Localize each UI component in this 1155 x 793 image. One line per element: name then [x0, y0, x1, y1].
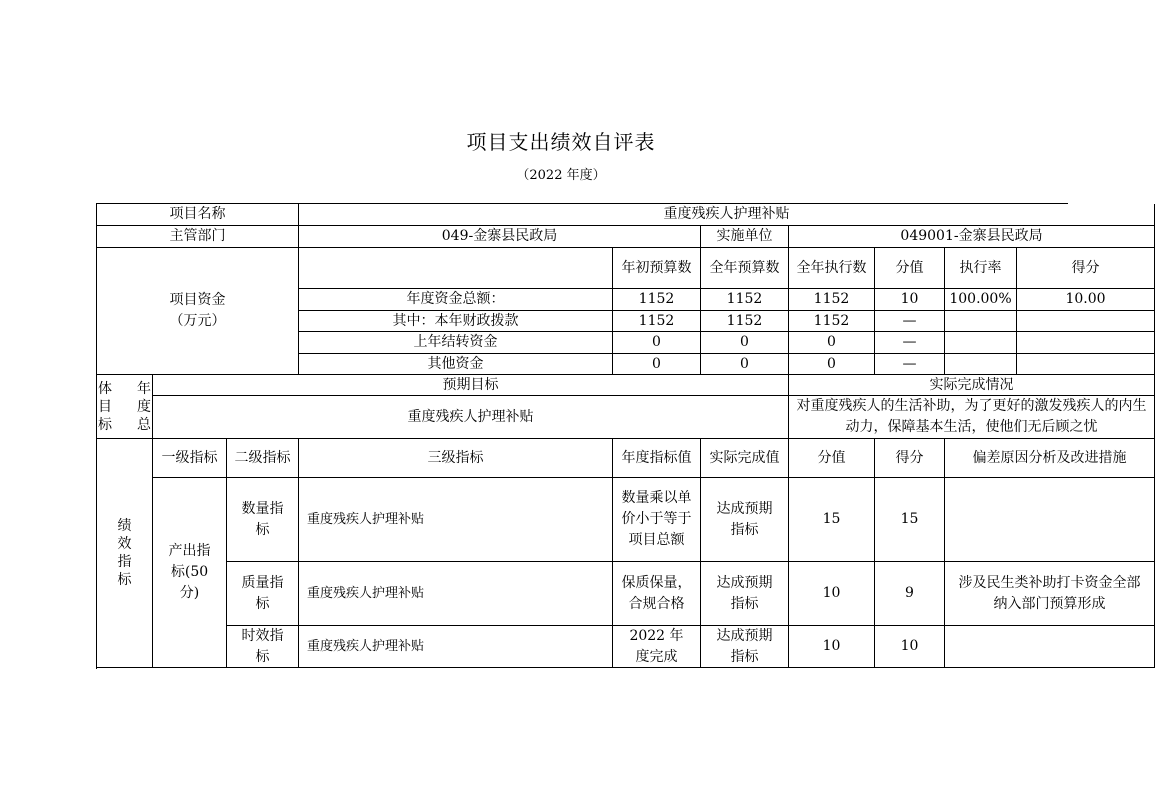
funds-row-executed: 0 — [789, 354, 875, 375]
ind-level1: 产出指标(50分) — [153, 478, 227, 668]
ind-row-level3: 重度残疾人护理补贴 — [299, 478, 613, 562]
ind-row-score-value: 10 — [789, 562, 875, 626]
page-title: 项目支出绩效自评表 — [466, 130, 656, 154]
funds-row-initial: 1152 — [613, 289, 701, 311]
ind-row-level3: 重度残疾人护理补贴 — [299, 626, 613, 668]
project-name-label: 项目名称 — [97, 204, 299, 226]
ind-header-level2: 二级指标 — [227, 439, 299, 478]
goals-side-col1: 体目标 — [98, 380, 112, 433]
funds-row-rate — [945, 354, 1017, 375]
funds-header-annual: 全年预算数 — [701, 248, 789, 289]
funds-row-annual: 0 — [701, 354, 789, 375]
impl-value: 049001-金寨县民政局 — [789, 226, 1155, 248]
ind-header-level1: 一级指标 — [153, 439, 227, 478]
funds-label-line2: （万元） — [169, 313, 226, 329]
actual-completion-value: 对重度残疾人的生活补助，为了更好的激发残疾人的内生动力，保障基本生活，使他们无后顾之忧 — [789, 396, 1155, 439]
funds-row-initial: 0 — [613, 354, 701, 375]
ind-row-score-value: 10 — [789, 626, 875, 668]
funds-row-rate: 100.00% — [945, 289, 1017, 311]
funds-row-executed: 1152 — [789, 311, 875, 332]
ind-header-level3: 三级指标 — [299, 439, 613, 478]
funds-row-score — [1017, 354, 1155, 375]
ind-row-level2: 时效指标 — [227, 626, 299, 668]
funds-row-score — [1017, 311, 1155, 332]
funds-row-executed: 1152 — [789, 289, 875, 311]
funds-row-rate — [945, 332, 1017, 354]
ind-row-level3: 重度残疾人护理补贴 — [299, 562, 613, 626]
goals-side-label — [97, 375, 153, 439]
funds-row-label: 其中：本年财政拨款 — [299, 311, 613, 332]
ind-header-actual: 实际完成值 — [701, 439, 789, 478]
ind-header-reason: 偏差原因分析及改进措施 — [945, 439, 1155, 478]
funds-row-score: 10.00 — [1017, 289, 1155, 311]
ind-row-score: 10 — [875, 626, 945, 668]
ind-header-score-value: 分值 — [789, 439, 875, 478]
funds-label — [97, 248, 299, 375]
ind-row-target: 保质保量，合规合格 — [613, 562, 701, 626]
ind-row-actual: 达成预期指标 — [701, 626, 789, 668]
funds-row-score-value: 10 — [875, 289, 945, 311]
actual-completion-label: 实际完成情况 — [789, 375, 1155, 396]
ind-row-reason: 涉及民生类补助打卡资金全部纳入部门预算形成 — [945, 562, 1155, 626]
funds-row-initial: 0 — [613, 332, 701, 354]
ind-row-target: 2022 年度完成 — [613, 626, 701, 668]
dept-label: 主管部门 — [97, 226, 299, 248]
funds-row-label: 其他资金 — [299, 354, 613, 375]
funds-row-initial: 1152 — [613, 311, 701, 332]
funds-row-annual: 0 — [701, 332, 789, 354]
ind-row-actual: 达成预期指标 — [701, 478, 789, 562]
funds-label-line1: 项目资金 — [169, 292, 226, 308]
ind-row-reason — [945, 626, 1155, 668]
funds-header-score-value: 分值 — [875, 248, 945, 289]
page-subtitle: （2022 年度） — [516, 168, 606, 183]
evaluation-table — [96, 203, 1147, 669]
funds-row-annual: 1152 — [701, 311, 789, 332]
funds-row-label: 上年结转资金 — [299, 332, 613, 354]
ind-header-score: 得分 — [875, 439, 945, 478]
expected-goal-value: 重度残疾人护理补贴 — [153, 396, 789, 439]
funds-header-executed: 全年执行数 — [789, 248, 875, 289]
ind-row-level2: 质量指标 — [227, 562, 299, 626]
funds-row-score-value: — — [875, 311, 945, 332]
funds-row-rate — [945, 311, 1017, 332]
project-name-value: 重度残疾人护理补贴 — [299, 204, 1155, 226]
impl-label: 实施单位 — [701, 226, 789, 248]
ind-row-actual: 达成预期指标 — [701, 562, 789, 626]
ind-header-target: 年度指标值 — [613, 439, 701, 478]
funds-row-score-value: — — [875, 354, 945, 375]
ind-row-score: 15 — [875, 478, 945, 562]
ind-row-score-value: 15 — [789, 478, 875, 562]
funds-row-score-value: — — [875, 332, 945, 354]
funds-header-score: 得分 — [1017, 248, 1155, 289]
funds-row-score — [1017, 332, 1155, 354]
funds-row-executed: 0 — [789, 332, 875, 354]
ind-row-score: 9 — [875, 562, 945, 626]
funds-header-rate: 执行率 — [945, 248, 1017, 289]
ind-row-reason — [945, 478, 1155, 562]
ind-row-target: 数量乘以单价小于等于项目总额 — [613, 478, 701, 562]
goals-side-col2: 年度总 — [137, 380, 151, 433]
funds-row-annual: 1152 — [701, 289, 789, 311]
ind-row-level2: 数量指标 — [227, 478, 299, 562]
funds-row-label: 年度资金总额： — [299, 289, 613, 311]
funds-header-blank — [299, 248, 613, 289]
indicators-side-label: 绩效指标 — [97, 439, 153, 668]
dept-value: 049-金寨县民政局 — [299, 226, 701, 248]
funds-header-initial: 年初预算数 — [613, 248, 701, 289]
expected-goal-label: 预期目标 — [153, 375, 789, 396]
